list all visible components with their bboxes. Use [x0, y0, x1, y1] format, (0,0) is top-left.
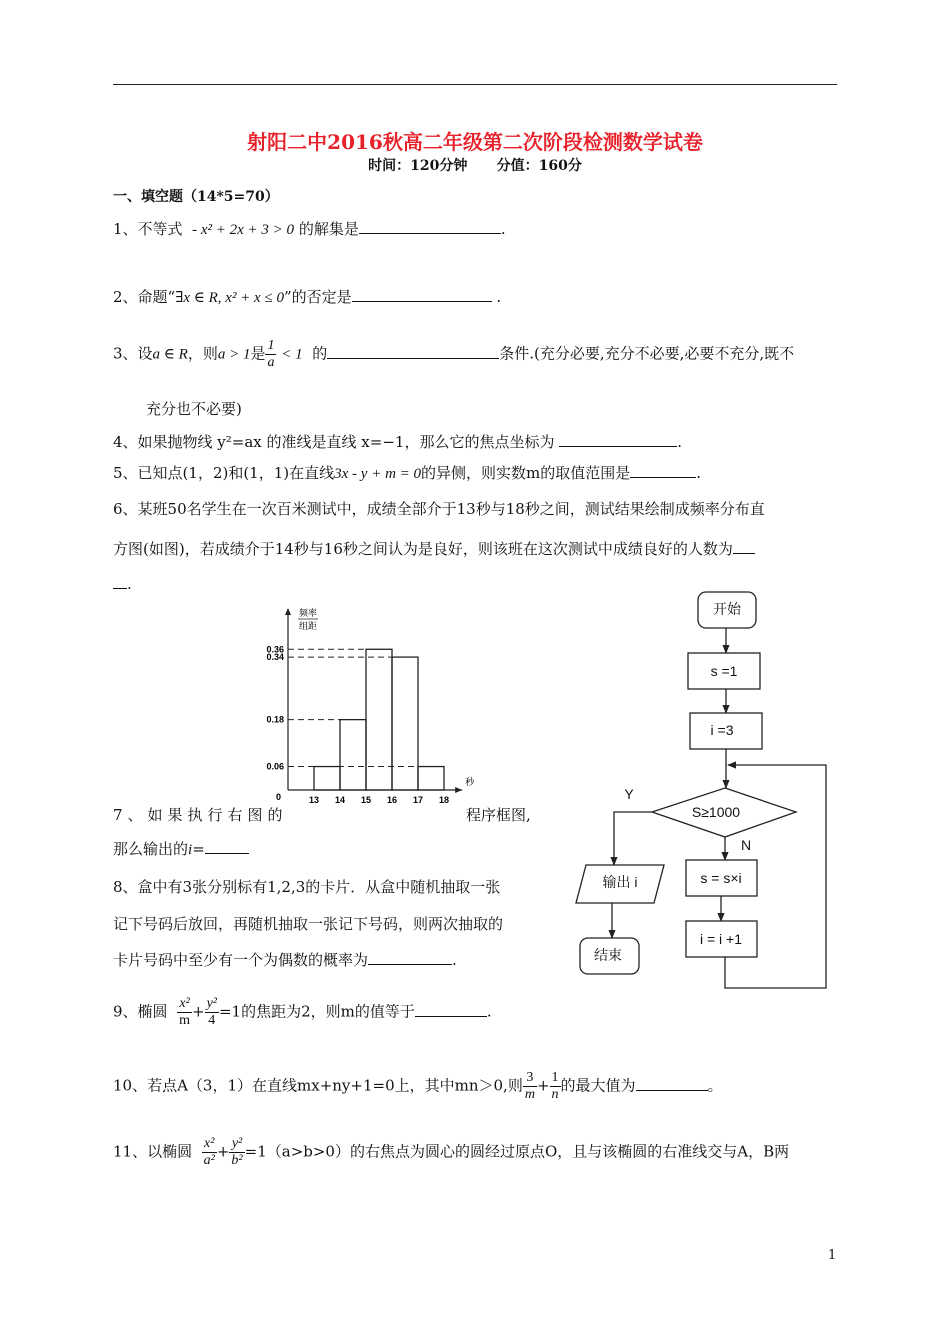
q6-answer-blank-cont[interactable] — [113, 574, 127, 589]
flow-no-label: N — [740, 837, 752, 853]
histogram-bar — [340, 720, 366, 790]
q10-fraction-1: $\frac{3}{m}$ — [524, 1070, 535, 1102]
q9-fraction-1: $\frac{\text{x²}}{m}$ — [179, 996, 190, 1028]
q9-fraction-2: $\frac{\text{y²}}{4}$ — [206, 996, 217, 1028]
x-tick-label: 15 — [360, 795, 372, 805]
q3-fraction: $\frac{1}{a}$ — [267, 338, 275, 370]
question-8-line-1: 8、盒中有3张分别标有1,2,3的卡片．从盒中随机抽取一张 — [113, 878, 501, 896]
question-8-line-2: 记下号码后放回，再随机抽取一张记下号码，则两次抽取的 — [113, 915, 504, 933]
q11-fraction-2: $\frac{\text{y²}}{\text{b²}}$ — [231, 1136, 243, 1168]
q1-expression: - x² + 2x + 3 > 0 — [192, 222, 295, 238]
program-flowchart — [560, 585, 850, 995]
histogram-bar — [392, 657, 418, 790]
flow-condition-label: S≥1000 — [691, 804, 741, 820]
flow-init-s-label: s =1 — [710, 663, 738, 679]
x-tick-label: 18 — [438, 795, 450, 805]
question-6-line-3: . — [113, 574, 132, 593]
q10-fraction-2: $\frac{1}{n}$ — [551, 1070, 559, 1102]
page-number: 1 — [828, 1248, 837, 1263]
time-label: 时间：120分钟 — [368, 158, 468, 174]
x-axis-arrow — [455, 787, 462, 793]
question-8-line-3: 卡片号码中至少有一个为偶数的概率为 . — [113, 951, 457, 969]
flow-start-label: 开始 — [713, 601, 741, 617]
x-axis-label: 秒 — [465, 777, 475, 787]
section-heading: 一、填空题（14*5=70） — [113, 189, 279, 205]
flow-step1-label: s = s×i — [700, 870, 742, 886]
q11-fraction-1: $\frac{\text{x²}}{\text{a²}}$ — [203, 1136, 215, 1168]
question-1: 1、不等式 - x² + 2x + 3 > 0 的解集是 . — [113, 220, 506, 238]
question-7-post: 程序框图, — [466, 806, 531, 824]
exam-title: 射阳二中2016秋高二年级第二次阶段检测数学试卷 — [247, 130, 703, 154]
question-6-line-1: 6、某班50名学生在一次百米测试中，成绩全部介于13秒与18秒之间，测试结果绘制成频率分布直 — [113, 500, 765, 518]
y-axis-arrow — [285, 608, 291, 615]
flow-step2-label: i = i +1 — [699, 931, 743, 947]
q9-answer-blank[interactable] — [415, 1002, 487, 1017]
q3-answer-blank[interactable] — [327, 344, 499, 359]
flow-yes-label: Y — [624, 786, 634, 802]
histogram-bar — [418, 767, 444, 790]
histogram-bar — [314, 767, 340, 790]
flow-end-label: 结束 — [594, 947, 622, 963]
x-tick-label: 14 — [334, 795, 346, 805]
question-10: 10、若点A（3，1）在直线mx+ny+1=0上，其中mn＞0,则 $\frac{3}{m}$ + $\frac{1}{n}$ 的最大值为 。 — [113, 1070, 723, 1102]
question-11: 11、以椭圆 $\frac{\text{x²}}{\text{a²}}$ + $\frac{\text{y²}}{\text{b²}}$ =1（a>b>0）的右焦点为圆心的圆经过原点O，且与该椭圆的右准线交与A，B两 — [113, 1136, 790, 1168]
histogram-bar — [366, 649, 392, 790]
y-tick-label: 0.36 — [266, 644, 284, 655]
y-label-bottom: 组距 — [298, 621, 318, 631]
x-tick-label: 13 — [308, 795, 320, 805]
origin-label: 0 — [276, 792, 282, 802]
question-9: 9、椭圆 $\frac{\text{x²}}{m}$ + $\frac{\text{y²}}{4}$ =1的焦距为2，则m的值等于 . — [113, 996, 492, 1028]
score-label: 分值：160分 — [496, 158, 582, 174]
q6-answer-blank[interactable] — [733, 539, 755, 554]
question-5: 5、已知点(1，2)和(1，1)在直线3x - y + m = 0的异侧，则实数m的取值范围是 . — [113, 464, 702, 482]
question-3-continued: 充分也不必要) — [146, 400, 242, 418]
question-4: 4、如果抛物线 y²=ax 的准线是直线 x=−1，那么它的焦点坐标为 . — [113, 433, 683, 451]
question-2: 2、命题“∃x ∈ R, x² + x ≤ 0”的否定是 . — [113, 288, 502, 306]
y-tick-label: 0.34 — [266, 652, 284, 663]
q8-answer-blank[interactable] — [368, 950, 452, 965]
q2-answer-blank[interactable] — [352, 287, 492, 302]
q10-answer-blank[interactable] — [636, 1076, 708, 1091]
y-label-top: 频率 — [298, 608, 318, 618]
question-7-line-2: 那么输出的i= — [113, 838, 249, 859]
q4-answer-blank[interactable] — [559, 432, 677, 447]
header-rule — [113, 84, 837, 85]
x-tick-label: 16 — [386, 795, 398, 805]
x-tick-label: 17 — [412, 795, 424, 805]
q5-answer-blank[interactable] — [630, 463, 696, 478]
question-3: 3、设a ∈ R，则a > 1是 $\frac{1}{a}$ < 1 的 条件.(充分必要,充分不必要,必要不充分,既不 — [113, 338, 795, 370]
flow-init-i-label: i =3 — [710, 722, 734, 738]
q7-answer-blank[interactable] — [205, 839, 249, 854]
q2-expression: ∃x ∈ R, x² + x ≤ 0 — [175, 290, 284, 306]
y-tick-label: 0.06 — [266, 761, 284, 772]
question-6-line-2: 方图(如图)，若成绩介于14秒与16秒之间认为是良好，则该班在这次测试中成绩良好的人数为 — [113, 538, 755, 559]
frequency-histogram — [258, 600, 475, 810]
q5-expression: 3x - y + m = 0 — [334, 466, 422, 482]
y-tick-label: 0.18 — [266, 714, 284, 725]
q1-answer-blank[interactable] — [359, 219, 501, 234]
exam-subtitle — [0, 155, 950, 175]
flow-output-label: 输出 i — [602, 874, 638, 890]
question-7-pre: 7、如果执行右图的 — [113, 806, 288, 824]
